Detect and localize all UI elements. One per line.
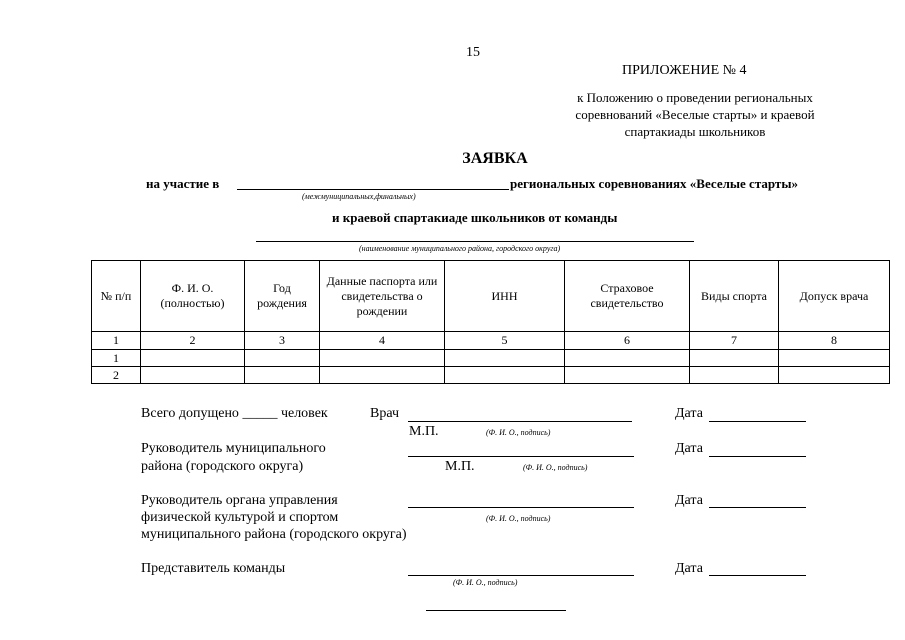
date-field[interactable]: [709, 421, 806, 422]
table-cell[interactable]: [245, 350, 320, 367]
column-header: Год рождения: [245, 261, 320, 332]
column-number: 2: [141, 332, 245, 350]
table-cell[interactable]: [445, 367, 565, 384]
row-number: 2: [92, 367, 141, 384]
date-label: Дата: [675, 441, 703, 456]
team-rep-fio-hint: (Ф. И. О., подпись): [453, 578, 518, 587]
participants-table: [91, 260, 890, 384]
competition-level-field[interactable]: [237, 189, 509, 190]
table-cell[interactable]: [690, 350, 779, 367]
team-name-field[interactable]: [256, 241, 694, 242]
table-header-row: [92, 261, 890, 332]
column-header: Допуск врача: [779, 261, 890, 332]
column-number: 6: [565, 332, 690, 350]
table-cell[interactable]: [445, 350, 565, 367]
page-number: 15: [466, 45, 480, 60]
doctor-stamp: М.П.: [409, 424, 439, 439]
date-label: Дата: [675, 561, 703, 576]
doctor-signature-field[interactable]: [408, 421, 632, 422]
table-cell[interactable]: [779, 350, 890, 367]
team-rep-label: Представитель команды: [141, 561, 286, 576]
date-label: Дата: [675, 493, 703, 508]
table-cell[interactable]: [565, 350, 690, 367]
head-sport-signature-field[interactable]: [408, 507, 634, 508]
total-allowed-suffix: человек: [280, 406, 328, 421]
column-number: 8: [779, 332, 890, 350]
head-municipal-stamp: М.П.: [445, 459, 475, 474]
table-cell[interactable]: [245, 367, 320, 384]
column-header: № п/п: [92, 261, 141, 332]
table-cell[interactable]: [690, 367, 779, 384]
table-cell[interactable]: [779, 367, 890, 384]
table-cell[interactable]: [141, 350, 245, 367]
column-header: Страховое свидетельство: [565, 261, 690, 332]
head-sport-fio-hint: (Ф. И. О., подпись): [486, 514, 551, 523]
column-number: 3: [245, 332, 320, 350]
head-municipal-signature-field[interactable]: [408, 456, 634, 457]
annex-description: [555, 89, 835, 140]
column-number: 5: [445, 332, 565, 350]
head-sport-line-1: Руководитель органа управления: [141, 493, 338, 508]
row-number: 1: [92, 350, 141, 367]
annex-desc-line-2: соревнований «Веселые старты» и краевой: [575, 107, 815, 122]
doctor-label: Врач: [370, 406, 400, 421]
head-municipal-line-2: района (городского округа): [141, 459, 304, 474]
spartakiad-line: и краевой спартакиаде школьников от команды: [332, 210, 618, 225]
date-field[interactable]: [709, 456, 806, 457]
head-municipal-line-1: Руководитель муниципального: [141, 441, 326, 456]
column-number: 4: [320, 332, 445, 350]
participation-suffix: региональных соревнованиях «Веселые старты»: [510, 176, 798, 191]
column-number: 1: [92, 332, 141, 350]
total-allowed-count-field[interactable]: _____: [242, 406, 278, 421]
total-allowed: [141, 406, 328, 422]
team-name-hint: (наименование муниципального района, городского округа): [359, 244, 561, 253]
competition-level-hint: (межмуниципальных,финальных): [302, 192, 416, 201]
head-municipal-fio-hint: (Ф. И. О., подпись): [523, 463, 588, 472]
column-number-row: [92, 332, 890, 350]
table-cell[interactable]: [320, 367, 445, 384]
head-sport-line-3: муниципального района (городского округа): [141, 527, 407, 542]
annex-desc-line-1: к Положению о проведении региональных: [577, 90, 813, 105]
column-header: ИНН: [445, 261, 565, 332]
team-rep-signature-field[interactable]: [408, 575, 634, 576]
doctor-fio-hint: (Ф. И. О., подпись): [486, 428, 551, 437]
table-cell[interactable]: [320, 350, 445, 367]
table-row: [92, 367, 890, 384]
table-cell[interactable]: [141, 367, 245, 384]
column-number: 7: [690, 332, 779, 350]
table-row: [92, 350, 890, 367]
total-allowed-prefix: Всего допущено: [141, 406, 239, 421]
table-cell[interactable]: [565, 367, 690, 384]
head-sport-line-2: физической культурой и спортом: [141, 510, 339, 525]
form-title: ЗАЯВКА: [462, 150, 528, 167]
column-header: Ф. И. О. (полностью): [141, 261, 245, 332]
date-field[interactable]: [709, 507, 806, 508]
annex-desc-line-3: спартакиады школьников: [624, 124, 766, 139]
date-field[interactable]: [709, 575, 806, 576]
bottom-divider: [426, 610, 566, 611]
participation-prefix: на участие в: [146, 176, 220, 191]
column-header: Виды спорта: [690, 261, 779, 332]
date-label: Дата: [675, 406, 703, 421]
annex-title: ПРИЛОЖЕНИЕ № 4: [622, 63, 747, 78]
column-header: Данные паспорта или свидетельства о рождении: [320, 261, 445, 332]
